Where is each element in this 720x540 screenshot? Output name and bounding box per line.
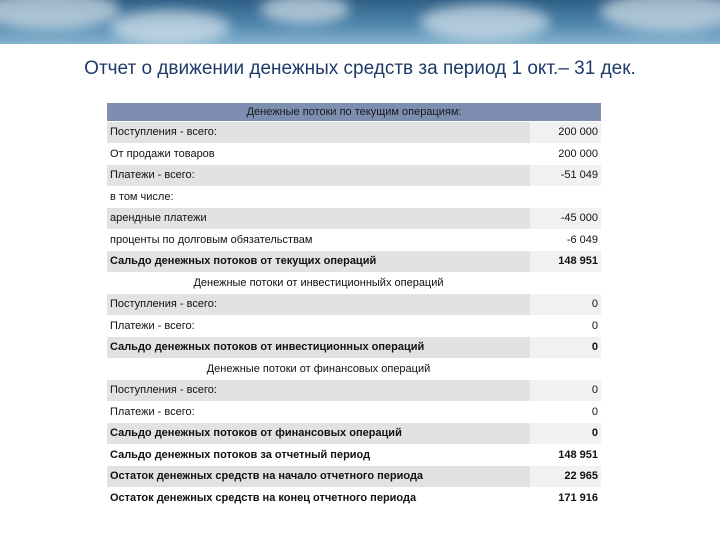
table-row — [107, 444, 601, 466]
row-label: Остаток денежных средств на конец отчетного периода — [107, 487, 530, 508]
table-row — [107, 401, 601, 423]
row-value: -6 049 — [530, 229, 601, 251]
row-value: 148 951 — [530, 251, 601, 273]
row-value — [530, 358, 601, 380]
row-label: Платежи - всего: — [107, 401, 530, 423]
row-label: Остаток денежных средств на начало отчетного периода — [107, 466, 530, 488]
table-row — [107, 229, 601, 251]
table-row — [107, 315, 601, 337]
table-row — [107, 103, 601, 122]
row-value: 0 — [530, 337, 601, 359]
row-label: в том числе: — [107, 186, 530, 208]
row-value: 148 951 — [530, 444, 601, 466]
row-value: 200 000 — [530, 122, 601, 144]
section-header: Денежные потоки от инвестиционныйх операций — [107, 272, 530, 294]
section-header: Денежные потоки по текущим операциям: — [107, 103, 601, 122]
table-row — [107, 380, 601, 402]
row-value — [530, 186, 601, 208]
row-value: 0 — [530, 423, 601, 445]
table-row — [107, 143, 601, 165]
row-value: 0 — [530, 380, 601, 402]
row-label: Поступления - всего: — [107, 294, 530, 316]
row-label: Сальдо денежных потоков от текущих операций — [107, 251, 530, 273]
table-row — [107, 294, 601, 316]
row-value — [530, 272, 601, 294]
row-value: 200 000 — [530, 143, 601, 165]
cash-flow-table — [107, 103, 601, 508]
table-row — [107, 466, 601, 488]
row-label: Поступления - всего: — [107, 122, 530, 144]
table-row — [107, 423, 601, 445]
sky-banner — [0, 0, 720, 44]
table-row — [107, 165, 601, 187]
row-label: Поступления - всего: — [107, 380, 530, 402]
row-value: 0 — [530, 401, 601, 423]
row-label: Сальдо денежных потоков за отчетный период — [107, 444, 530, 466]
table-row — [107, 122, 601, 144]
row-value: -51 049 — [530, 165, 601, 187]
row-label: Платежи - всего: — [107, 165, 530, 187]
row-value: 171 916 — [530, 487, 601, 508]
table-row — [107, 272, 601, 294]
row-value: 22 965 — [530, 466, 601, 488]
row-value: 0 — [530, 294, 601, 316]
table-row — [107, 358, 601, 380]
table-row — [107, 208, 601, 230]
table-row — [107, 487, 601, 508]
row-label: От продажи товаров — [107, 143, 530, 165]
page-title: Отчет о движении денежных средств за период 1 окт.– 31 дек. — [84, 58, 636, 79]
table-row — [107, 186, 601, 208]
table-row — [107, 251, 601, 273]
row-label: арендные платежи — [107, 208, 530, 230]
table-row — [107, 337, 601, 359]
row-label: Сальдо денежных потоков от инвестиционных операций — [107, 337, 530, 359]
row-label: Сальдо денежных потоков от финансовых операций — [107, 423, 530, 445]
section-header: Денежные потоки от финансовых операций — [107, 358, 530, 380]
row-label: проценты по долговым обязательствам — [107, 229, 530, 251]
row-value: -45 000 — [530, 208, 601, 230]
row-label: Платежи - всего: — [107, 315, 530, 337]
row-value: 0 — [530, 315, 601, 337]
